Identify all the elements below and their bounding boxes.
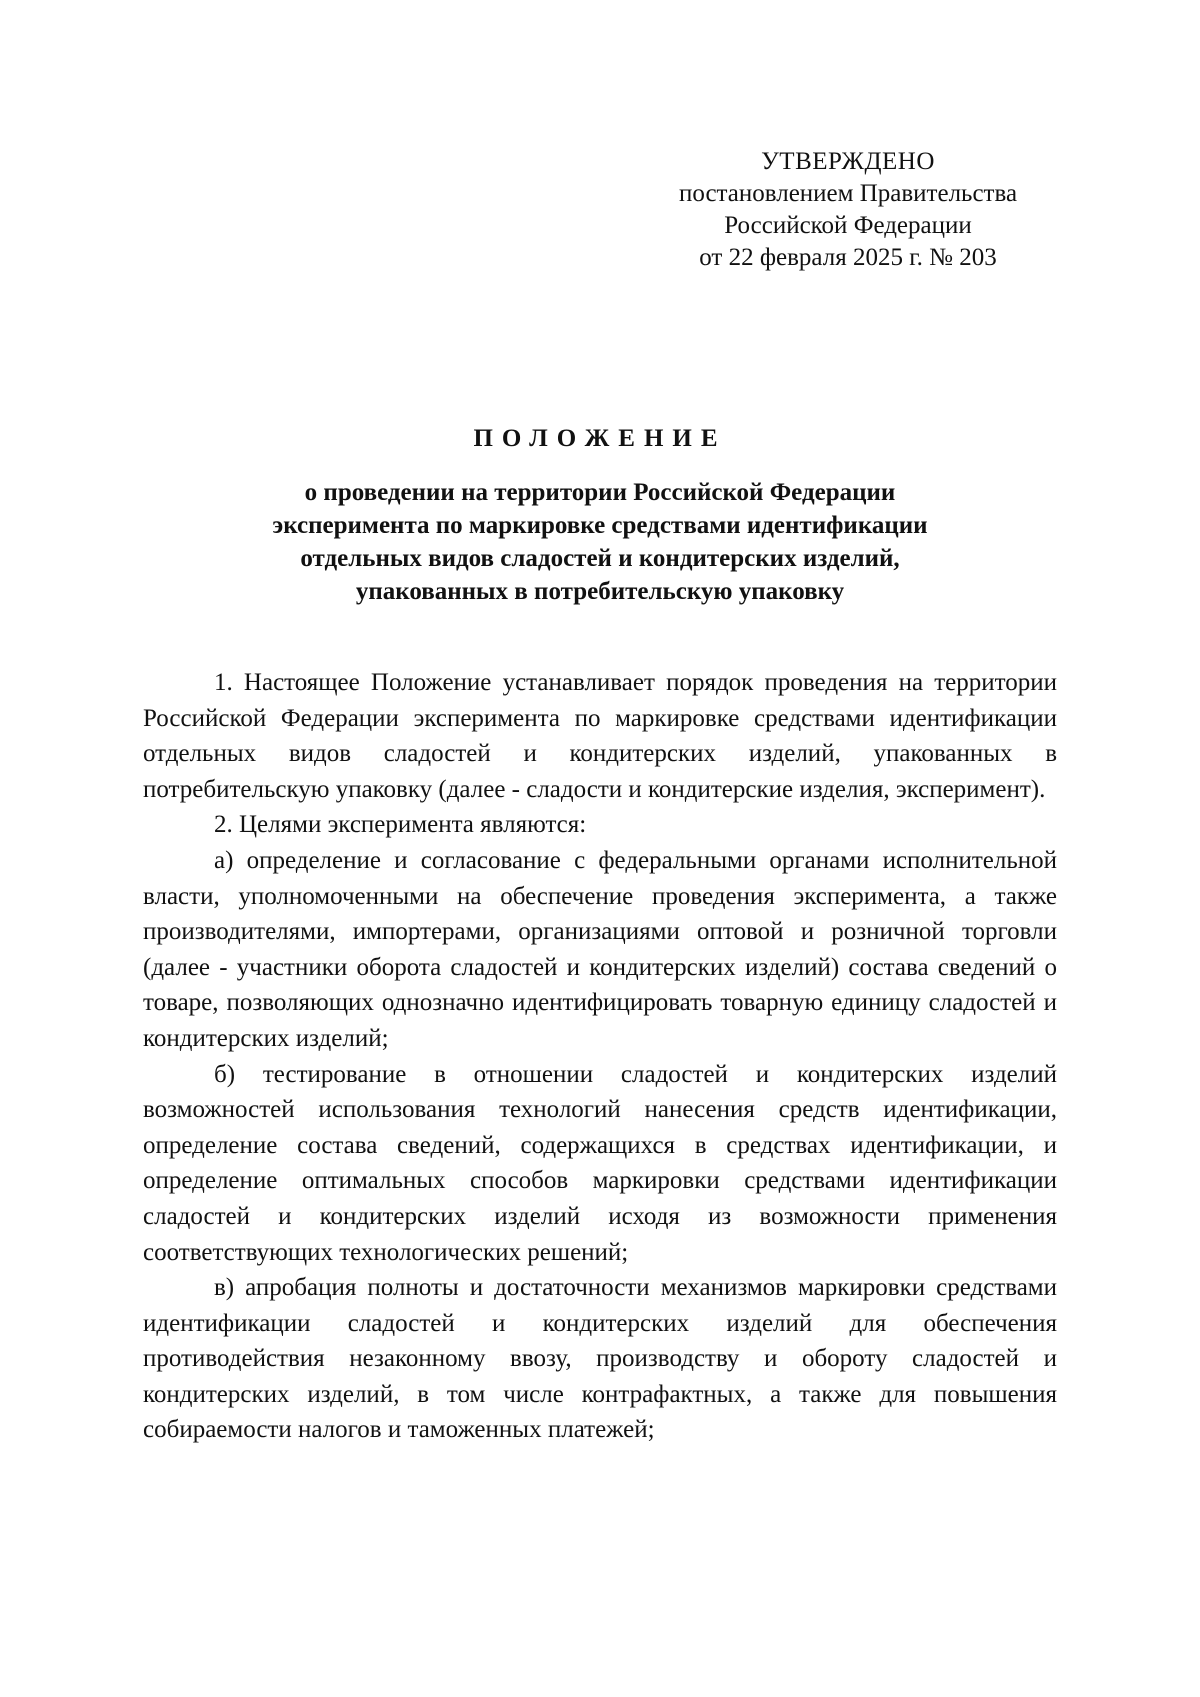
approval-line-1: постановлением Правительства [678,180,1018,207]
paragraph-2v: в) апробация полноты и достаточности механизмов маркировки средствами идентификации сладостей и кондитерских изделий для обеспечения противодействия незаконному ввозу, производству и обороту сладостей и кондитерских изделий, в том числе контрафактных, а также для повышения собираемости налогов и таможенных платежей; [143,1274,1057,1444]
paragraph-2a: а) определение и согласование с федеральными органами исполнительной власти, уполномоченными на обеспечение проведения эксперимента, а также производителями, импортерами, организациями оптовой и розничной торговли (далее - участники оборота сладостей и кондитерских изделий) состава сведений о товаре, позволяющих однозначно идентифицировать товарную единицу сладостей и кондитерских изделий; [143,846,1057,1052]
document-body [143,665,1057,1448]
document-title-block [143,424,1057,608]
paragraph-1: 1. Настоящее Положение устанавливает порядок проведения на территории Российской Федерации эксперимента по маркировке средствами идентификации отдельных видов сладостей и кондитерских изделий, упакованных в потребительскую упаковку (далее - сладости и кондитерские изделия, эксперимент). [143,669,1057,803]
document-subtitle: о проведении на территории Российской Федерации эксперимента по маркировке средствами идентификации отдельных видов сладостей и кондитерских изделий, упакованных в потребительскую упаковку [272,479,928,605]
document-title: ПОЛОЖЕНИЕ [473,425,727,452]
paragraph-2: 2. Целями эксперимента являются: [214,811,587,839]
approval-line-2: Российской Федерации [724,212,972,239]
paragraph-2b: б) тестирование в отношении сладостей и кондитерских изделий возможностей использования технологий нанесения средств идентификации, определение состава сведений, содержащихся в средствах идентификации, и определение оптимальных способов маркировки средствами идентификации сладостей и кондитерских изделий исходя из возможности применения соответствующих технологических решений; [143,1060,1057,1266]
approved-label: УТВЕРЖДЕНО [761,148,935,175]
approval-stamp [648,146,1048,274]
approval-line-3: от 22 февраля 2025 г. № 203 [699,244,997,271]
